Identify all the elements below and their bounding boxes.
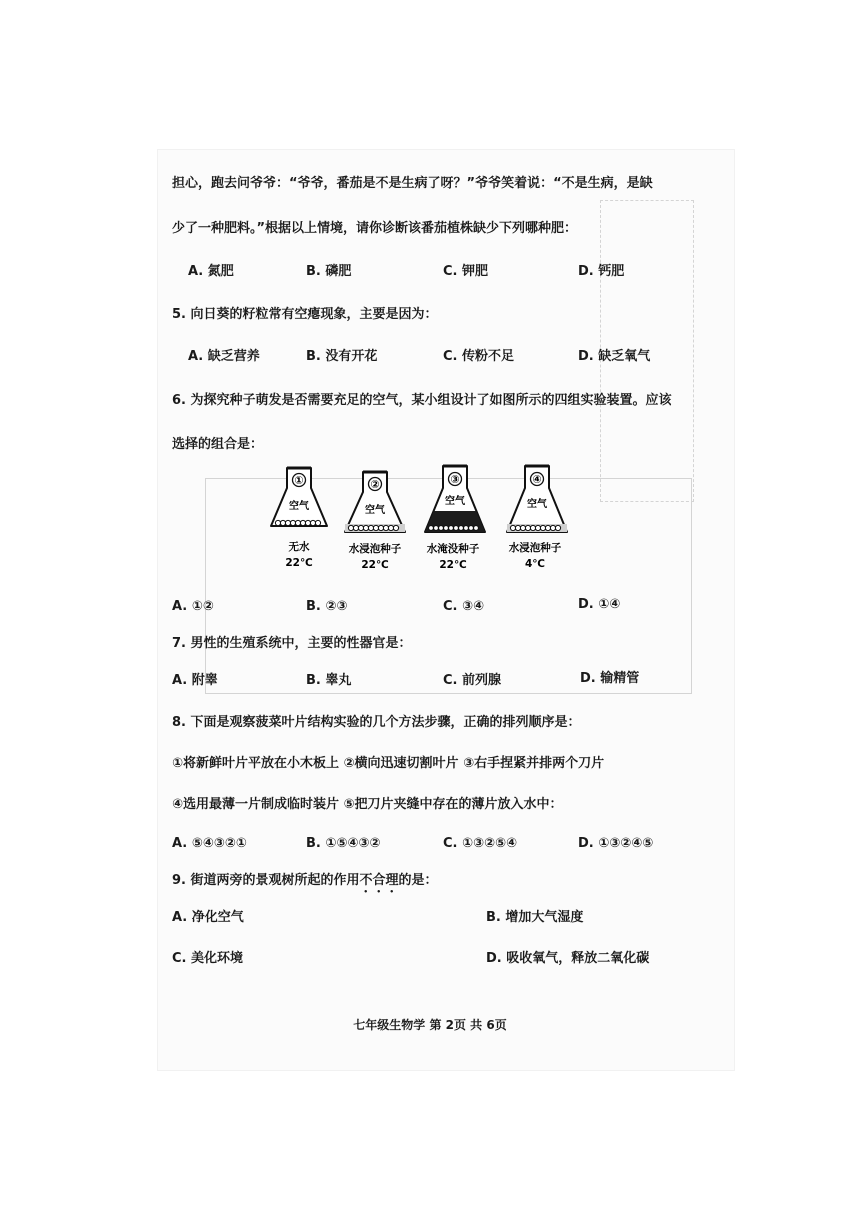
q8-option-b[interactable]: B. ①⑤④③② [306,836,381,851]
q5-option-d[interactable]: D. 缺乏氧气 [578,349,651,364]
q6-option-d[interactable]: D. ①④ [578,597,621,612]
q5-option-a[interactable]: A. 缺乏营养 [188,349,260,364]
flask-1-number: ① [294,474,304,487]
q8-option-c[interactable]: C. ①③②⑤④ [443,836,518,851]
q7-option-b[interactable]: B. 睾丸 [306,673,352,688]
q5-option-b[interactable]: B. 没有开花 [306,349,378,364]
story-line-2: 少了一种肥料。”根据以上情境，请你诊断该番茄植株缺少下列哪种肥： [172,221,578,236]
flask-2 [345,472,405,571]
flask-4-condition: 水浸泡种子 [508,542,562,554]
q9-option-a[interactable]: A. 净化空气 [172,910,244,925]
q4-option-a[interactable]: A. 氮肥 [188,264,234,279]
q4-option-c[interactable]: C. 钾肥 [443,264,489,279]
flask-1-temperature: 22℃ [285,557,313,569]
q4-option-d[interactable]: D. 钙肥 [578,264,625,279]
seed-germination-figure [255,462,595,587]
q9-stem-emphasis: 不合理 [359,873,399,888]
q6-stem-line-1: 6. 为探究种子萌发是否需要充足的空气，某小组设计了如图所示的四组实验装置。应该 [172,393,672,408]
q6-stem-line-2: 选择的组合是： [172,437,264,452]
story-line-1: 担心，跑去问爷爷：“爷爷，番茄是不是生病了呀？”爷爷笑着说：“不是生病，是缺 [172,176,653,191]
flask-2-air-label: 空气 [365,505,385,516]
q6-option-b[interactable]: B. ②③ [306,599,348,614]
q8-option-d[interactable]: D. ①③②④⑤ [578,836,654,851]
flask-2-number: ② [370,478,380,491]
q9-option-c[interactable]: C. 美化环境 [172,951,244,966]
flask-2-condition: 水浸泡种子 [348,543,402,555]
q8-option-a[interactable]: A. ⑤④③②① [172,836,247,851]
flask-1-air-label: 空气 [289,501,309,512]
q9-stem-prefix: 9. 街道两旁的景观树所起的作用 [172,873,360,888]
q8-steps-line-1: ①将新鲜叶片平放在小木板上 ②横向迅速切割叶片 ③右手捏紧并排两个刀片 [172,756,605,771]
q5-option-c[interactable]: C. 传粉不足 [443,349,515,364]
flask-4-number: ④ [532,473,542,486]
q6-option-a[interactable]: A. ①② [172,599,214,614]
q7-stem: 7. 男性的生殖系统中，主要的性器官是： [172,636,412,651]
q9-option-d[interactable]: D. 吸收氧气，释放二氧化碳 [486,951,650,966]
flask-1-condition: 无水 [288,541,310,553]
flask-2-temperature: 22℃ [361,559,389,571]
q8-steps-line-2: ④选用最薄一片制成临时装片 ⑤把刀片夹缝中存在的薄片放入水中： [172,797,563,812]
q7-option-c[interactable]: C. 前列腺 [443,673,502,688]
flask-1 [271,468,327,569]
flask-3-air-label: 空气 [445,496,465,507]
flask-3-condition: 水淹没种子 [426,543,480,555]
page-footer: 七年级生物学 第 2页 共 6页 [353,1018,507,1032]
flask-4-temperature: 4℃ [524,558,546,570]
flask-3 [425,466,485,571]
q9-stem [172,869,438,896]
flask-4 [507,466,567,570]
q6-option-c[interactable]: C. ③④ [443,599,485,614]
q4-option-b[interactable]: B. 磷肥 [306,264,352,279]
q9-stem-suffix: 的是： [398,873,438,888]
q5-stem: 5. 向日葵的籽粒常有空瘪现象，主要是因为： [172,307,438,322]
flask-3-temperature: 22℃ [439,559,467,571]
q7-option-a[interactable]: A. 附睾 [172,673,218,688]
q9-option-b[interactable]: B. 增加大气湿度 [486,910,584,925]
q8-stem: 8. 下面是观察菠菜叶片结构实验的几个方法步骤，正确的排列顺序是： [172,715,581,730]
q7-option-d[interactable]: D. 输精管 [580,671,640,686]
flask-3-number: ③ [450,473,460,486]
flask-4-air-label: 空气 [527,499,547,510]
